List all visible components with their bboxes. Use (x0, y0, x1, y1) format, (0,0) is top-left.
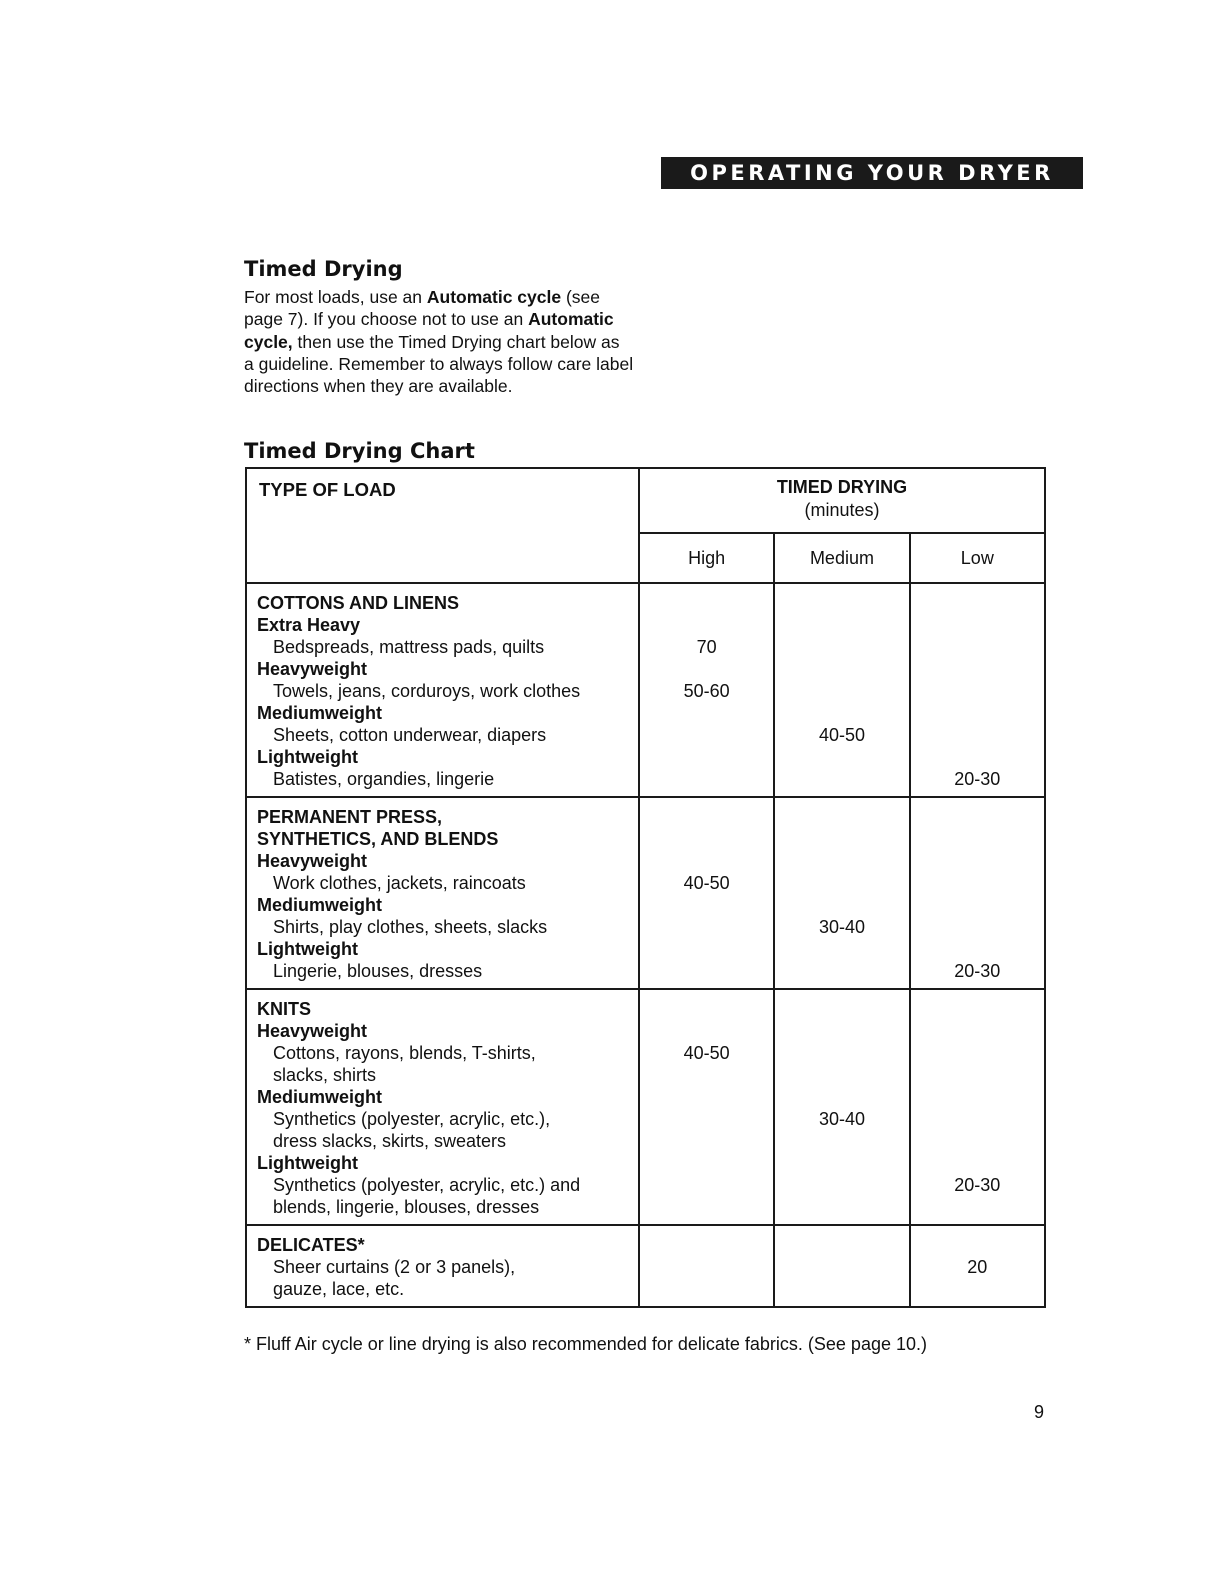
load-weight: Mediumweight (257, 1087, 382, 1107)
load-items: Batistes, organdies, lingerie (273, 769, 495, 789)
load-type-cell (246, 583, 639, 797)
time-cell-medium (774, 989, 909, 1225)
section-banner: OPERATING YOUR DRYER (661, 157, 1083, 189)
intro-text-2: (see page 7). If you choose not to use an (244, 287, 600, 330)
drying-time-value: 30-40 (818, 1109, 865, 1129)
load-items: Sheets, cotton underwear, diapers (273, 725, 547, 745)
chart-heading: Timed Drying Chart (244, 439, 475, 463)
header-medium: Medium (774, 533, 909, 583)
load-items: blends, lingerie, blouses, dresses (273, 1197, 540, 1217)
load-weight: Lightweight (257, 939, 358, 959)
header-low: Low (910, 533, 1045, 583)
time-cell-low (910, 797, 1045, 989)
table-row (246, 797, 1045, 989)
load-type-cell (246, 797, 639, 989)
load-weight: Heavyweight (257, 1021, 368, 1041)
load-weight: Lightweight (257, 747, 358, 767)
drying-time-value: 50-60 (683, 681, 730, 701)
type-of-load-header: TYPE OF LOAD (246, 468, 639, 583)
drying-time-value: 20 (967, 1257, 988, 1277)
load-weight: Mediumweight (257, 703, 382, 723)
drying-time-value: 40-50 (818, 725, 865, 745)
drying-time-value: 40-50 (683, 1043, 730, 1063)
time-cell-medium (774, 1225, 909, 1307)
load-category: DELICATES* (257, 1235, 365, 1255)
load-items: gauze, lace, etc. (273, 1279, 405, 1299)
time-cell-high (639, 797, 774, 989)
load-items: Shirts, play clothes, sheets, slacks (273, 917, 548, 937)
load-items: Synthetics (polyester, acrylic, etc.), (273, 1109, 551, 1129)
load-items: Lingerie, blouses, dresses (273, 961, 483, 981)
drying-time-value: 20-30 (954, 961, 1001, 981)
drying-time-value: 70 (696, 637, 717, 657)
load-weight: Mediumweight (257, 895, 382, 915)
time-cell-high (639, 1225, 774, 1307)
load-type-cell (246, 1225, 639, 1307)
load-weight: Lightweight (257, 1153, 358, 1173)
table-row (246, 989, 1045, 1225)
time-cell-high (639, 583, 774, 797)
timed-drying-heading: Timed Drying (244, 257, 403, 281)
load-items: dress slacks, skirts, sweaters (273, 1131, 507, 1151)
header-high: High (639, 533, 774, 583)
drying-time-value: 40-50 (683, 873, 730, 893)
time-cell-medium (774, 583, 909, 797)
load-type-cell (246, 989, 639, 1225)
time-cell-high (639, 989, 774, 1225)
timed-drying-header (639, 468, 1045, 533)
page-number: 9 (1034, 1402, 1045, 1422)
load-items: Cottons, rayons, blends, T-shirts, (273, 1043, 536, 1063)
load-category: SYNTHETICS, AND BLENDS (257, 829, 499, 849)
load-category: KNITS (257, 999, 311, 1019)
drying-time-value: 30-40 (818, 917, 865, 937)
load-weight: Heavyweight (257, 659, 368, 679)
load-items: Bedspreads, mattress pads, quilts (273, 637, 545, 657)
load-items: Towels, jeans, corduroys, work clothes (273, 681, 581, 701)
load-weight: Extra Heavy (257, 615, 361, 635)
load-category: PERMANENT PRESS, (257, 807, 443, 827)
drying-time-value: 20-30 (954, 1175, 1001, 1195)
table-body (246, 583, 1045, 1307)
time-cell-low (910, 989, 1045, 1225)
drying-time-value: 20-30 (954, 769, 1001, 789)
intro-text-3: then use the Timed Drying chart below as a guideline. Remember to always follow care label directions when they are available. (244, 331, 634, 397)
intro-bold-2: Automatic cycle, (244, 309, 614, 352)
time-cell-medium (774, 797, 909, 989)
load-category: COTTONS AND LINENS (257, 593, 460, 613)
intro-bold-1: Automatic cycle (426, 287, 562, 307)
minutes-label: (minutes) (804, 500, 880, 520)
timed-drying-table (245, 467, 1046, 1308)
time-cell-low (910, 583, 1045, 797)
table-row (246, 583, 1045, 797)
timed-drying-label: TIMED DRYING (776, 477, 908, 497)
load-items: Work clothes, jackets, raincoats (273, 873, 526, 893)
table-row (246, 1225, 1045, 1307)
footnote: * Fluff Air cycle or line drying is also recommended for delicate fabrics. (See page 10.) (244, 1334, 927, 1354)
load-weight: Heavyweight (257, 851, 368, 871)
load-items: Synthetics (polyester, acrylic, etc.) and (273, 1175, 581, 1195)
intro-paragraph (244, 286, 634, 397)
intro-text-1: For most loads, use an (244, 287, 427, 307)
load-items: Sheer curtains (2 or 3 panels), (273, 1257, 516, 1277)
load-items: slacks, shirts (273, 1065, 377, 1085)
time-cell-low (910, 1225, 1045, 1307)
